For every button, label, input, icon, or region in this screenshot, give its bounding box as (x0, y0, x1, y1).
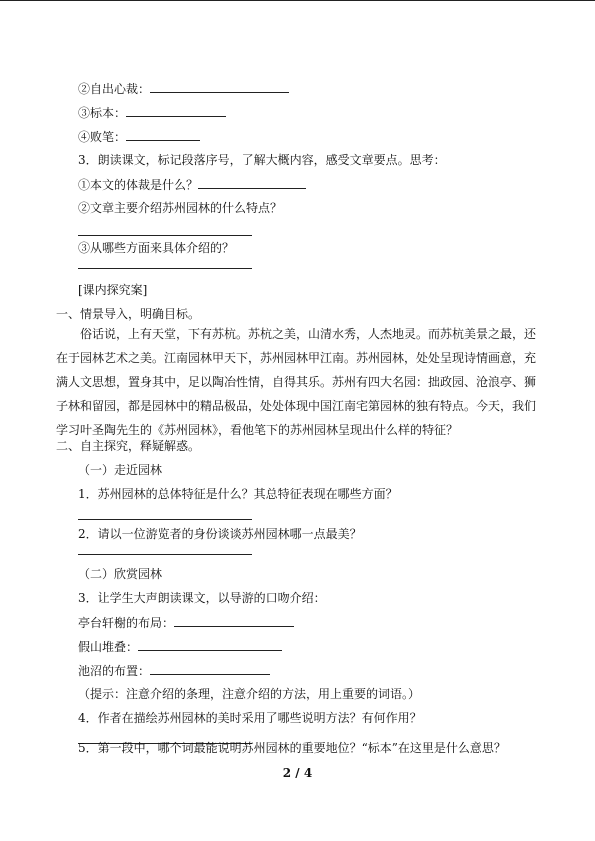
answer-blank[interactable] (198, 176, 306, 189)
question-label: ①本文的体裁是什么？ (78, 178, 199, 192)
vocab-item-zichu (78, 80, 289, 97)
vocab-label: ④败笔： (78, 130, 127, 144)
question-3: 3．朗读课文，标记段落序号，了解大概内容，感受文章要点。思考： (78, 153, 446, 167)
subsection-2-question-5: 5．第一段中，哪个词最能说明苏州园林的重要地位？“标本”在这里是什么意思？ (78, 741, 506, 755)
answer-line[interactable] (78, 554, 252, 555)
subsection-1-heading: （一）走近园林 (78, 463, 163, 477)
subsection-2-question-3: 3．让学生大声朗读课文，以导游的口吻介绍： (78, 591, 326, 605)
section-1-heading: 一、情景导入，明确目标。 (56, 307, 201, 321)
answer-blank[interactable] (150, 80, 289, 93)
answer-line[interactable] (78, 519, 252, 520)
section-heading-ketang: [课内探究案] (78, 283, 148, 297)
guide-label: 假山堆叠： (78, 640, 139, 654)
paragraph-line: 俗话说，上有天堂，下有苏杭。苏杭之美，山清水秀，人杰地灵。而苏杭美景之最，还 (80, 327, 537, 341)
question-aspects: ③从哪些方面来具体介绍的？ (78, 241, 235, 255)
subsection-1-question-1: 1．苏州园林的总体特征是什么？其总特征表现在哪些方面？ (78, 487, 398, 501)
answer-blank[interactable] (138, 638, 282, 651)
question-feature: ②文章主要介绍苏州园林的什么特点？ (78, 201, 283, 215)
answer-blank[interactable] (150, 662, 270, 675)
page-top-border (0, 0, 595, 1)
guide-label: 亭台轩榭的布局： (78, 616, 175, 630)
vocab-item-biaoben (78, 104, 226, 121)
vocab-label: ②自出心裁： (78, 82, 151, 96)
answer-line[interactable] (78, 268, 252, 269)
paragraph-line: 在于园林艺术之美。江南园林甲天下，苏州园林甲江南。苏州园林，处处呈现诗情画意，充 (56, 351, 537, 365)
paragraph-line: 学习叶圣陶先生的《苏州园林》，看他笔下的苏州园林呈现出什么样的特征？ (56, 423, 459, 437)
subsection-2-heading: （二）欣赏园林 (78, 567, 163, 581)
subsection-2-question-4: 4．作者在描绘苏州园林的美时采用了哪些说明方法？有何作用？ (78, 711, 422, 725)
answer-blank[interactable] (126, 128, 200, 141)
question-genre (78, 176, 306, 193)
section-2-heading: 二、自主探究，释疑解惑。 (56, 439, 201, 453)
vocab-label: ③标本： (78, 106, 127, 120)
answer-blank[interactable] (174, 614, 294, 627)
vocab-item-baibi (78, 128, 200, 145)
answer-blank[interactable] (126, 104, 226, 117)
intro-paragraph (56, 322, 542, 442)
guide-item-jiashan (78, 638, 282, 655)
page-number: 2 / 4 (282, 766, 313, 780)
hint-text: （提示：注意介绍的条理，注意介绍的方法，用上重要的词语。） (78, 687, 421, 701)
guide-label: 池沼的布置： (78, 664, 151, 678)
paragraph-line: 子林和留园，都是园林中的精品极品，处处体现中国江南宅第园林的独有特点。今天，我们 (56, 399, 537, 413)
paragraph-line: 满人文思想，置身其中，足以陶冶性情，自得其乐。苏州有四大名园：拙政园、沧浪亭、狮 (56, 375, 537, 389)
subsection-1-question-2: 2．请以一位游览者的身份谈谈苏州园林哪一点最美？ (78, 527, 362, 541)
answer-line[interactable] (78, 235, 252, 236)
guide-item-tingtai (78, 614, 294, 631)
guide-item-chizhao (78, 662, 270, 679)
